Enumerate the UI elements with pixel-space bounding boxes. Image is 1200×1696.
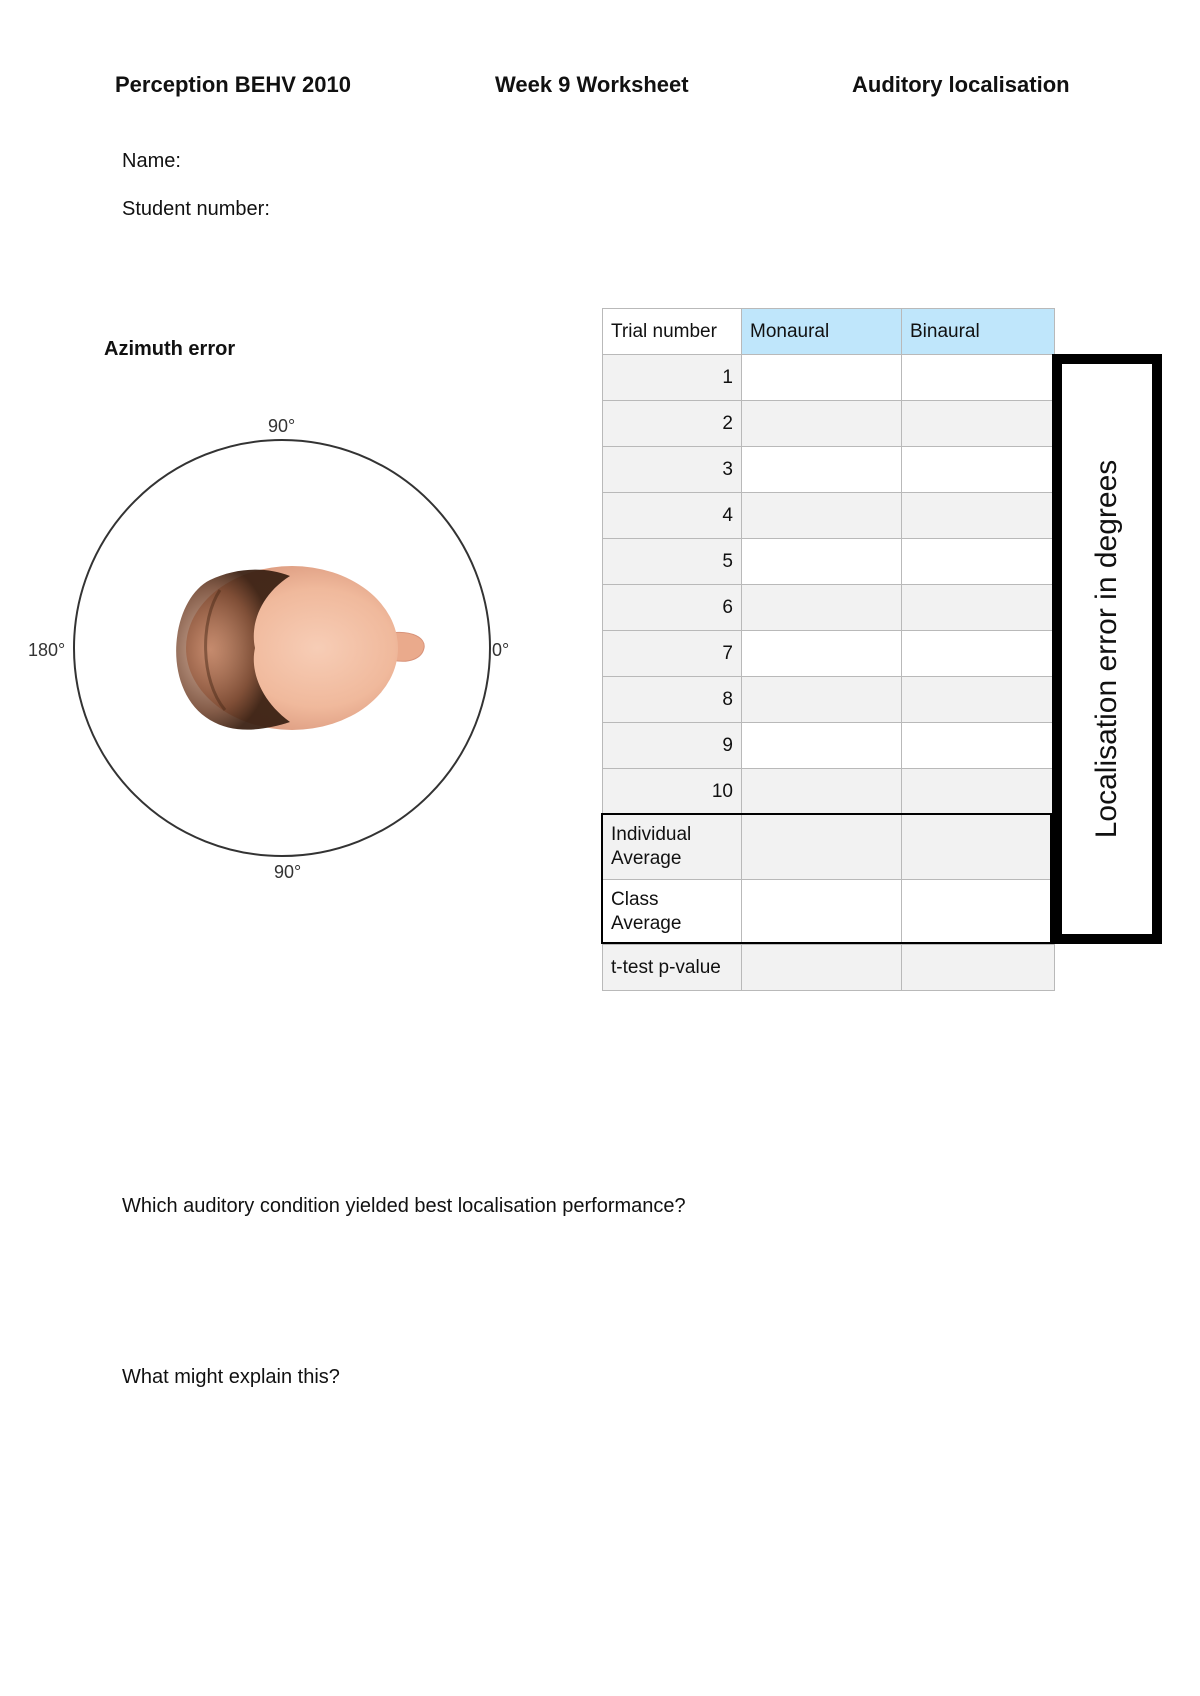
trial-number: 9 xyxy=(603,723,742,769)
monaural-cell[interactable] xyxy=(742,723,902,769)
results-table xyxy=(602,308,1055,991)
azimuth-polar-diagram xyxy=(60,430,500,870)
azimuth-label-top: 90° xyxy=(268,416,296,436)
azimuth-label-bottom: 90° xyxy=(274,862,302,882)
ttest-row xyxy=(603,945,1055,991)
binaural-cell[interactable] xyxy=(902,493,1055,539)
ttest-label: t-test p-value xyxy=(603,945,742,991)
table-row xyxy=(603,631,1055,677)
trial-number: 7 xyxy=(603,631,742,677)
head-top-view xyxy=(176,566,424,730)
monaural-individual-average-cell[interactable] xyxy=(742,815,902,880)
worksheet-title: Week 9 Worksheet xyxy=(495,72,689,97)
binaural-cell[interactable] xyxy=(902,769,1055,815)
trial-number: 1 xyxy=(603,355,742,401)
azimuth-title: Azimuth error xyxy=(104,338,236,360)
trial-number: 10 xyxy=(603,769,742,815)
azimuth-label-right: 0° xyxy=(492,640,510,660)
table-row xyxy=(603,355,1055,401)
table-row xyxy=(603,493,1055,539)
binaural-cell[interactable] xyxy=(902,585,1055,631)
topic-title: Auditory localisation xyxy=(852,72,1070,97)
binaural-cell[interactable] xyxy=(902,447,1055,493)
header-trial-number: Trial number xyxy=(603,309,742,355)
binaural-cell[interactable] xyxy=(902,677,1055,723)
binaural-individual-average-cell[interactable] xyxy=(902,815,1055,880)
binaural-class-average-cell[interactable] xyxy=(902,880,1055,945)
individual-average-label: Individual Average xyxy=(603,815,742,880)
trial-number: 4 xyxy=(603,493,742,539)
trial-number: 6 xyxy=(603,585,742,631)
monaural-cell[interactable] xyxy=(742,447,902,493)
table-row xyxy=(603,401,1055,447)
student-number-label: Student number: xyxy=(122,198,270,220)
monaural-cell[interactable] xyxy=(742,355,902,401)
question-best-condition: Which auditory condition yielded best localisation performance? xyxy=(122,1195,686,1217)
localisation-error-label: Localisation error in degrees xyxy=(1090,459,1123,839)
trial-number: 5 xyxy=(603,539,742,585)
monaural-cell[interactable] xyxy=(742,585,902,631)
binaural-cell[interactable] xyxy=(902,355,1055,401)
header-binaural: Binaural xyxy=(902,309,1055,355)
table-row xyxy=(603,723,1055,769)
localisation-error-box xyxy=(1052,354,1162,944)
binaural-cell[interactable] xyxy=(902,539,1055,585)
monaural-cell[interactable] xyxy=(742,677,902,723)
trial-number: 2 xyxy=(603,401,742,447)
table-row xyxy=(603,447,1055,493)
monaural-cell[interactable] xyxy=(742,401,902,447)
binaural-cell[interactable] xyxy=(902,723,1055,769)
ttest-monaural-cell[interactable] xyxy=(742,945,902,991)
question-explanation: What might explain this? xyxy=(122,1366,340,1388)
class-average-label: Class Average xyxy=(603,880,742,945)
monaural-cell[interactable] xyxy=(742,493,902,539)
table-row xyxy=(603,677,1055,723)
trial-number: 3 xyxy=(603,447,742,493)
binaural-cell[interactable] xyxy=(902,401,1055,447)
monaural-cell[interactable] xyxy=(742,631,902,677)
class-average-row xyxy=(603,880,1055,945)
monaural-class-average-cell[interactable] xyxy=(742,880,902,945)
table-row xyxy=(603,539,1055,585)
binaural-cell[interactable] xyxy=(902,631,1055,677)
ttest-binaural-cell[interactable] xyxy=(902,945,1055,991)
trial-number: 8 xyxy=(603,677,742,723)
individual-average-row xyxy=(603,815,1055,880)
monaural-cell[interactable] xyxy=(742,539,902,585)
monaural-cell[interactable] xyxy=(742,769,902,815)
course-title: Perception BEHV 2010 xyxy=(115,72,351,97)
table-row xyxy=(603,769,1055,815)
name-label: Name: xyxy=(122,150,181,172)
azimuth-label-left: 180° xyxy=(28,640,66,660)
table-row xyxy=(603,585,1055,631)
header-monaural: Monaural xyxy=(742,309,902,355)
